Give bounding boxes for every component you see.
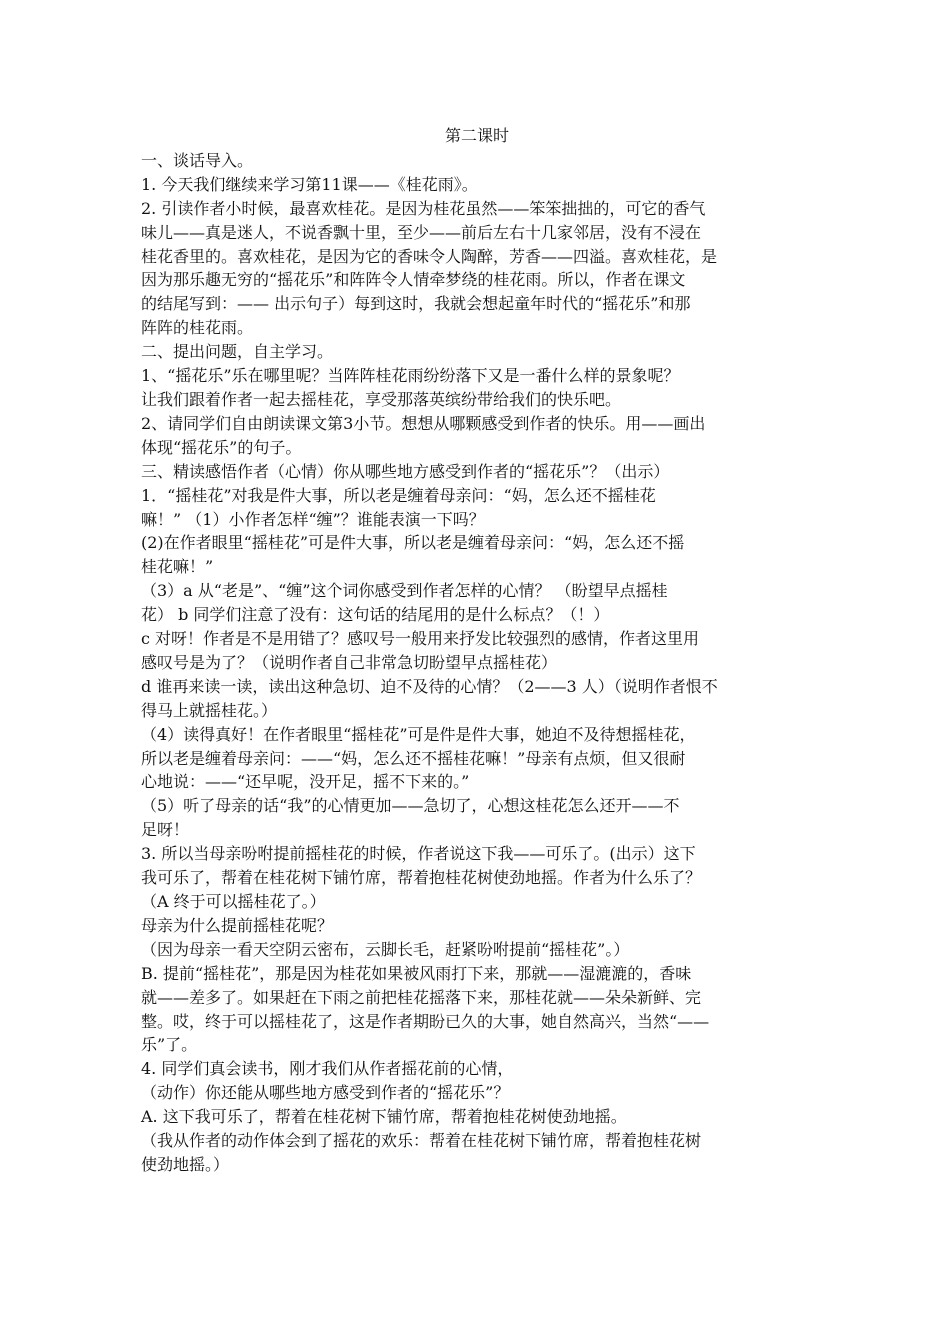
- text-line: 味儿——真是迷人，不说香飘十里，至少——前后左右十几家邻居，没有不浸在: [141, 222, 702, 242]
- text-line: 乐”了。: [141, 1035, 198, 1055]
- text-line: d 谁再来读一读，读出这种急切、迫不及待的心情？（2——3 人）（说明作者恨不: [141, 676, 718, 696]
- text-line: （我从作者的动作体会到了摇花的欢乐：帮着在桂花树下铺竹席，帮着抱桂花树: [141, 1131, 702, 1151]
- text-line: 1. 今天我们继续来学习第11课——《桂花雨》。: [141, 174, 478, 194]
- text-line: 2、请同学们自由朗读课文第3小节。想想从哪颗感受到作者的快乐。用——画出: [141, 413, 706, 433]
- document-body: [141, 149, 813, 1177]
- text-line: (2)在作者眼里“摇桂花”可是件大事，所以老是缠着母亲问：“妈，怎么还不摇: [141, 533, 685, 553]
- text-line: c 对呀！作者是不是用错了？感叹号一般用来抒发比较强烈的感情，作者这里用: [141, 629, 700, 649]
- text-line: 阵阵的桂花雨。: [141, 318, 254, 338]
- text-line: 4. 同学们真会读书，刚才我们从作者摇花前的心情，: [141, 1059, 514, 1079]
- text-line: 足呀！: [141, 820, 190, 840]
- text-line: 嘛！” （1）小作者怎样“缠”？谁能表演一下吗？: [141, 509, 485, 529]
- text-line: 我可乐了，帮着在桂花树下铺竹席，帮着抱桂花树使劲地摇。作者为什么乐了？: [141, 868, 702, 888]
- text-line: 使劲地摇。）: [141, 1154, 230, 1174]
- text-line: 感叹号是为了？（说明作者自己非常急切盼望早点摇桂花）: [141, 652, 558, 672]
- text-line: （因为母亲一看天空阴云密布，云脚长毛，赶紧吩咐提前“摇桂花”。）: [141, 939, 630, 959]
- text-line: A. 这下我可乐了，帮着在桂花树下铺竹席，帮着抱桂花树使劲地摇。: [141, 1107, 627, 1127]
- text-line: 所以老是缠着母亲问：——“妈，怎么还不摇桂花嘛！”母亲有点烦，但又很耐: [141, 748, 686, 768]
- text-line: 心地说：——“还早呢，没开足，摇不下来的。”: [141, 772, 470, 792]
- text-line: 桂花香里的。喜欢桂花，是因为它的香味令人陶醉，芳香——四溢。喜欢桂花，是: [141, 246, 718, 266]
- text-line: B. 提前“摇桂花”，那是因为桂花如果被风雨打下来，那就——湿漉漉的，香味: [141, 963, 692, 983]
- text-line: 桂花嘛！”: [141, 557, 214, 577]
- text-line: 就——差多了。如果赶在下雨之前把桂花摇落下来，那桂花就——朵朵新鲜、完: [141, 987, 702, 1007]
- text-line: 三、精读感悟作者（心情）你从哪些地方感受到作者的“摇花乐”？（出示）: [141, 461, 670, 481]
- text-line: 体现“摇花乐”的句子。: [141, 437, 302, 457]
- text-line: 3. 所以当母亲吩咐提前摇桂花的时候，作者说这下我——可乐了。(出示）这下: [141, 844, 696, 864]
- text-line: （5）听了母亲的话“我”的心情更加——急切了，心想这桂花怎么还开——不: [141, 796, 680, 816]
- text-line: 整。哎，终于可以摇桂花了，这是作者期盼已久的大事，她自然高兴，当然“——: [141, 1011, 710, 1031]
- text-line: 让我们跟着作者一起去摇桂花，享受那落英缤纷带给我们的快乐吧。: [141, 389, 622, 409]
- text-line: 二、提出问题，自主学习。: [141, 342, 334, 362]
- text-line: （动作）你还能从哪些地方感受到作者的“摇花乐”？: [141, 1083, 510, 1103]
- text-line: 得马上就摇桂花。）: [141, 700, 278, 720]
- text-line: 花） b 同学们注意了没有：这句话的结尾用的是什么标点？（！）: [141, 605, 610, 625]
- page-title: 第二课时: [444, 126, 509, 145]
- text-line: 1、“摇花乐”乐在哪里呢？当阵阵桂花雨纷纷落下又是一番什么样的景象呢？: [141, 366, 680, 386]
- text-line: 一、谈话导入。: [141, 150, 254, 170]
- text-line: 2. 引读作者小时候，最喜欢桂花。是因为桂花虽然——笨笨拙拙的，可它的香气: [141, 198, 706, 218]
- text-line: 因为那乐趣无穷的“摇花乐”和阵阵令人情牵梦绕的桂花雨。所以，作者在课文: [141, 270, 686, 290]
- text-line: 1．“摇桂花”对我是件大事，所以老是缠着母亲问：“妈，怎么还不摇桂花: [141, 485, 656, 505]
- text-line: （A 终于可以摇桂花了。）: [141, 892, 326, 911]
- text-line: （3）a 从“老是”、“缠”这个词你感受到作者怎样的心情？ （盼望早点摇桂: [141, 581, 668, 601]
- text-line: 母亲为什么提前摇桂花呢？: [141, 915, 334, 935]
- text-line: （4）读得真好！在作者眼里“摇桂花”可是件是件大事，她迫不及待想摇桂花，: [141, 724, 696, 744]
- text-line: 的结尾写到：—— 出示句子）每到这时，我就会想起童年时代的“摇花乐”和那: [141, 294, 691, 314]
- document-page: [141, 124, 813, 1177]
